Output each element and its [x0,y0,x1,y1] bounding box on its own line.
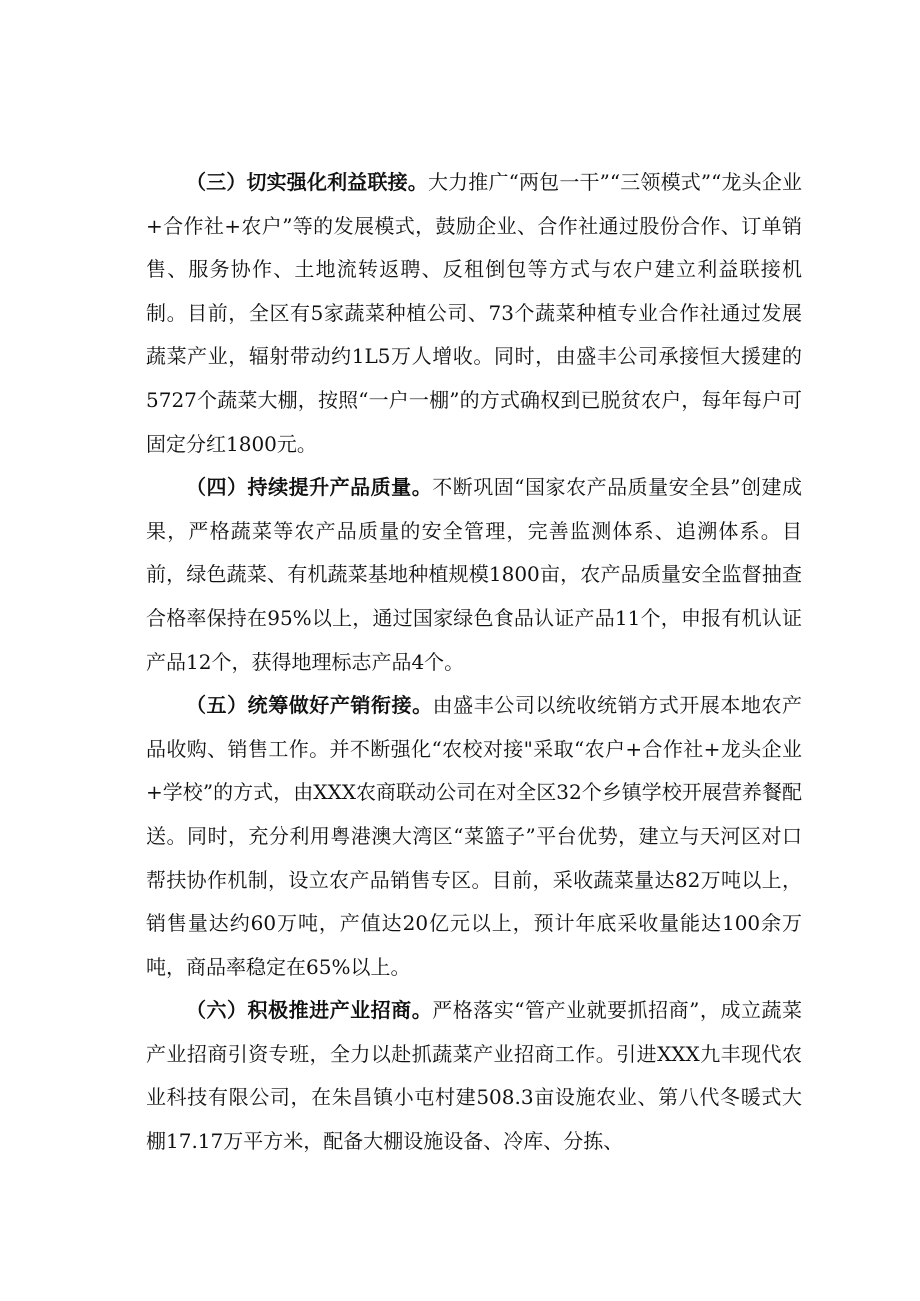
section-heading-6: （六）积极推进产业招商。 [186,998,433,1023]
section-heading-5: （五）统筹做好产销衔接。 [186,693,433,718]
section-heading-3: （三）切实强化利益联接。 [186,170,428,194]
section-body-6: 严格落实“管产业就要抓招商”，成立蔬菜产业招商引资专班，全力以赴抓蔬菜产业招商工作。引进XXX九丰现代农业科技有限公司，在朱昌镇小屯村建508.3亩设施农业、第八代冬暖式大棚17.17万平方米，配备大棚设施设备、冷库、分拣、 [146,998,802,1154]
section-body-3: 大力推广“两包一干”“三领模式”“龙头企业+合作社+农户”等的发展模式，鼓励企业、合作社通过股份合作、订单销售、服务协作、土地流转返聘、反租倒包等方式与农户建立利益联接机制。目前，全区有5家蔬菜种植公司、73个蔬菜种植专业合作社通过发展蔬菜产业，辐射带动约1L5万人增收。同时，由盛丰公司承接恒大援建的5727个蔬菜大棚，按照“一户一棚”的方式确权到已脱贫农户，每年每户可固定分红1800元。 [146,170,803,456]
paragraph-interest-linkage [146,161,802,466]
document-body [146,161,802,1164]
paragraph-investment [146,989,802,1163]
section-heading-4: （四）持续提升产品质量。 [186,475,433,500]
paragraph-production-sales [146,684,802,989]
section-body-4: 不断巩固“国家农产品质量安全县”创建成果，严格蔬菜等农产品质量的安全管理，完善监测体系、追溯体系。目前，绿色蔬菜、有机蔬菜基地种植规模1800亩，农产品质量安全监督抽查合格率保持在95%以上，通过国家绿色食品认证产品11个，申报有机认证产品12个，获得地理标志产品4个。 [146,475,802,674]
section-body-5: 由盛丰公司以统收统销方式开展本地农产品收购、销售工作。并不断强化“农校对接"采取“农户+合作社+龙头企业+学校”的方式，由XXX农商联动公司在对全区32个乡镇学校开展营养餐配送。同时，充分利用粤港澳大湾区“菜篮子”平台优势，建立与天河区对口帮扶协作机制，设立农产品销售专区。目前，采收蔬菜量达82万吨以上，销售量达约60万吨，产值达20亿元以上，预计年底采收量能达100余万吨，商品率稳定在65%以上。 [146,693,803,979]
paragraph-product-quality [146,466,802,684]
